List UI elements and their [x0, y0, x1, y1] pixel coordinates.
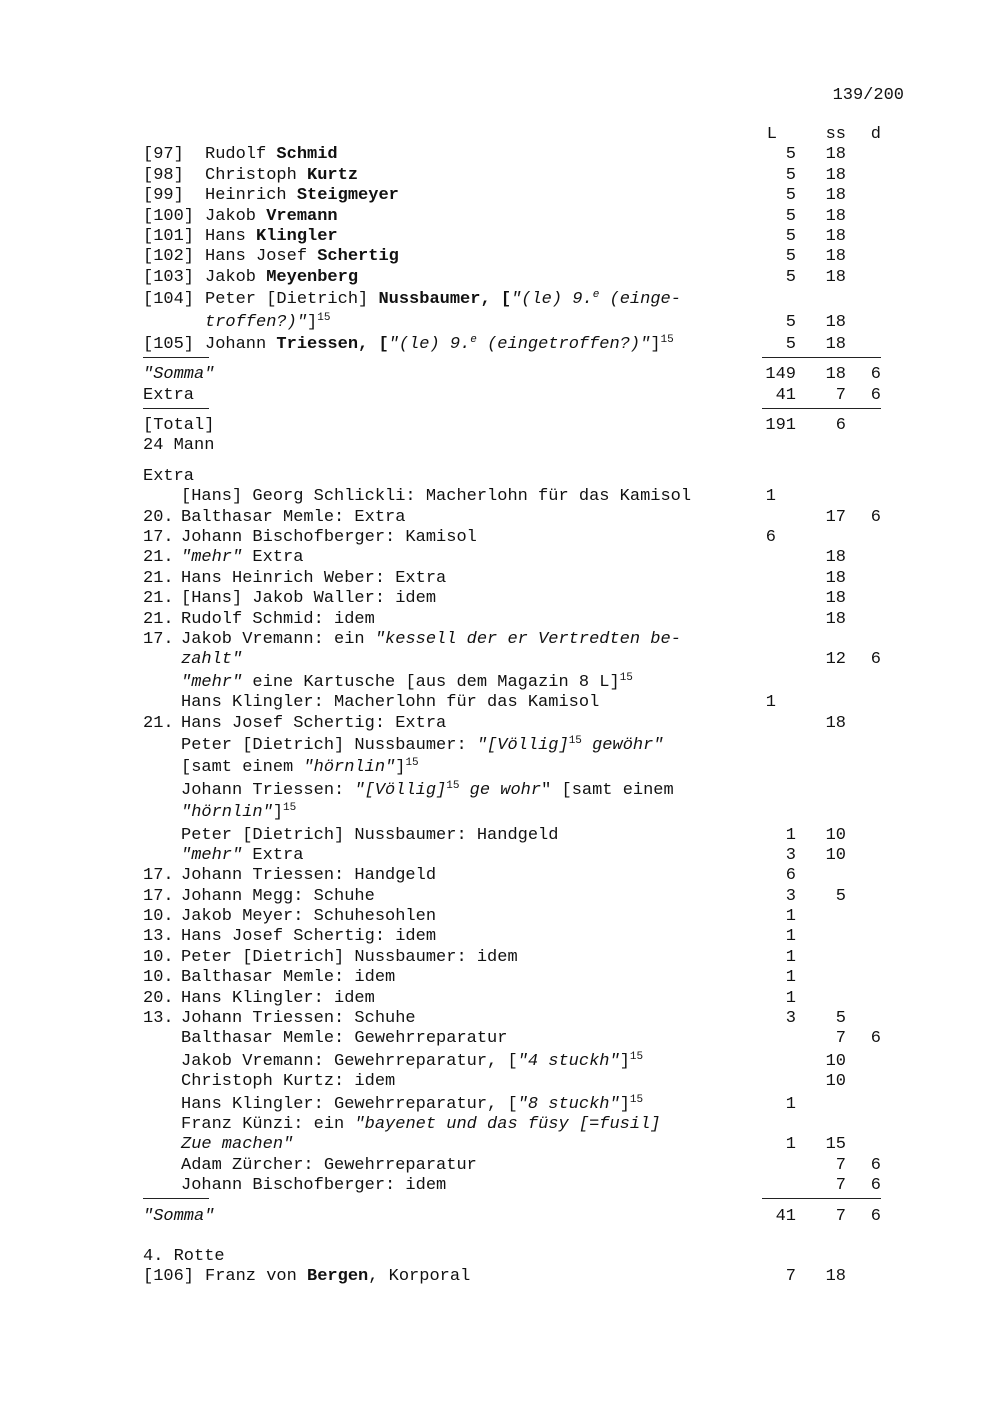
extra-item [143, 1095, 881, 1115]
somma-row-2 [143, 1207, 881, 1227]
entry-ss: 18 [825, 206, 846, 226]
item-num: 21. [143, 589, 174, 609]
item-L: 1 [765, 693, 776, 713]
item-text: Jakob Vremann: ein "kessell der er Vertredten be- [181, 629, 681, 649]
extra-item [143, 528, 881, 548]
left-rule [143, 408, 209, 409]
item-text: Balthasar Memle: Gewehrreparatur [181, 1029, 508, 1049]
item-L: 1 [785, 907, 796, 927]
extra-item [143, 781, 881, 801]
item-L: 6 [765, 528, 776, 548]
entry-ss: 18 [825, 165, 846, 185]
entry-ss: 18 [825, 312, 846, 332]
extra-item [143, 693, 881, 713]
entry-number: [97] [143, 145, 184, 165]
item-ss: 10 [825, 1051, 846, 1071]
somma-ss: 7 [835, 1206, 846, 1226]
item-L: 1 [785, 988, 796, 1008]
entry-note-cont: troffen?)"]$^{15}$ [205, 311, 331, 332]
entry-L: 5 [785, 206, 796, 226]
entry-number: [105] [143, 334, 195, 354]
entry-L: 5 [785, 267, 796, 287]
item-text-cont: "hörnlin"]$^{15}$ [181, 802, 297, 823]
entry-L: 5 [785, 165, 796, 185]
item-ss: 7 [835, 1176, 846, 1196]
entry-name: Rudolf Schmid [205, 145, 338, 165]
item-num: 21. [143, 568, 174, 588]
item-d: 6 [870, 1029, 881, 1049]
item-text: Johann Bischofberger: idem [181, 1176, 447, 1196]
extra-item [143, 1072, 881, 1092]
extra-sum-ss: 7 [835, 385, 846, 405]
entry-ss: 18 [825, 267, 846, 287]
entry-name: Hans Klingler [205, 226, 338, 246]
somma-label: "Somma" [143, 1206, 215, 1226]
item-ss: 18 [825, 609, 846, 629]
item-text: Rudolf Schmid: idem [181, 609, 375, 629]
entry-number: [103] [143, 267, 195, 287]
rotte-heading: 4. Rotte [143, 1246, 225, 1266]
extra-item [143, 907, 881, 927]
entry-ss: 18 [825, 247, 846, 267]
extra-item-cont [143, 650, 881, 670]
entry-number: [102] [143, 247, 195, 267]
item-num: 17. [143, 886, 174, 906]
extra-sum-L: 41 [775, 385, 796, 405]
entry-number: [106] [143, 1267, 195, 1287]
sum-rule [762, 1198, 881, 1199]
extra-item [143, 826, 881, 846]
item-num: 17. [143, 528, 174, 548]
entry-L: 5 [785, 312, 796, 332]
extra-item [143, 1115, 881, 1135]
entry-row [143, 145, 881, 165]
sum-rule [762, 408, 881, 409]
item-d: 6 [870, 1176, 881, 1196]
entry-number: [98] [143, 165, 184, 185]
entry-name: Christoph Kurtz [205, 165, 359, 185]
extra-item [143, 630, 881, 650]
item-text-cont: [samt einem "hörnlin"]$^{15}$ [181, 757, 419, 778]
item-text: Johann Megg: Schuhe [181, 886, 375, 906]
extra-item [143, 673, 881, 693]
entry-L: 7 [785, 1267, 796, 1287]
extra-item [143, 846, 881, 866]
item-d: 6 [870, 650, 881, 670]
extra-item-cont [143, 803, 881, 823]
mann-row [143, 436, 881, 456]
entry-ss: 18 [825, 334, 846, 354]
entry-row [143, 166, 881, 186]
extra-item-cont [143, 1135, 881, 1155]
item-num: 13. [143, 1009, 174, 1029]
item-text: Johann Triessen: Schuhe [181, 1009, 416, 1029]
header-d: d [870, 125, 881, 144]
entry-row [143, 247, 881, 267]
extra-heading: Extra [143, 466, 195, 486]
header-ss: ss [825, 125, 846, 144]
item-text: Hans Heinrich Weber: Extra [181, 568, 447, 588]
extra-item [143, 569, 881, 589]
entry-name: Franz von Bergen, Korporal [205, 1267, 471, 1287]
item-L: 1 [765, 487, 776, 507]
entry-number: [99] [143, 186, 184, 206]
item-text: Jakob Meyer: Schuhesohlen [181, 907, 437, 927]
item-ss: 18 [825, 548, 846, 568]
entry-ss: 18 [825, 145, 846, 165]
item-L: 1 [785, 927, 796, 947]
somma-L: 41 [775, 1206, 796, 1226]
item-text: [Hans] Georg Schlickli: Macherlohn für das Kamisol [181, 487, 692, 507]
item-num: 21. [143, 548, 174, 568]
item-L: 3 [785, 1009, 796, 1029]
extra-item [143, 989, 881, 1009]
item-ss: 15 [825, 1135, 846, 1155]
item-num: 21. [143, 713, 174, 733]
item-L: 1 [785, 1135, 796, 1155]
column-header-row [143, 125, 881, 145]
extra-item-cont [143, 758, 881, 778]
extra-item [143, 487, 881, 507]
total-L: 191 [765, 416, 796, 436]
spacer [143, 1227, 881, 1247]
entry-row-104 [143, 290, 881, 310]
entry-L: 5 [785, 186, 796, 206]
entry-number: [101] [143, 226, 195, 246]
item-text: "mehr" eine Kartusche [aus dem Magazin 8 L]$^{15}$ [181, 671, 633, 692]
entry-row [143, 268, 881, 288]
entry-L: 5 [785, 334, 796, 354]
item-L: 1 [785, 968, 796, 988]
item-ss: 10 [825, 825, 846, 845]
item-text: Peter [Dietrich] Nussbaumer: "[Völlig]$^{15}$ gewöhr" [181, 734, 664, 755]
item-text-cont: Zue machen" [181, 1135, 294, 1155]
total-ss: 6 [835, 416, 846, 436]
extra-sum-row [143, 386, 881, 406]
extra-sum-d: 6 [870, 385, 881, 405]
ledger-table [143, 125, 881, 1288]
item-ss: 7 [835, 1155, 846, 1175]
entry-number: [100] [143, 206, 195, 226]
item-text: Johann Triessen: "[Völlig]$^{15}$ ge wohr" [samt einem [181, 779, 674, 800]
item-num: 10. [143, 947, 174, 967]
entry-row [143, 227, 881, 247]
entry-row [143, 186, 881, 206]
item-ss: 5 [835, 1009, 846, 1029]
extra-item [143, 508, 881, 528]
item-text: "mehr" Extra [181, 548, 304, 568]
item-ss: 7 [835, 1029, 846, 1049]
entry-L: 5 [785, 226, 796, 246]
entry-L: 5 [785, 145, 796, 165]
extra-item [143, 968, 881, 988]
somma-d: 6 [870, 365, 881, 385]
item-text: [Hans] Jakob Waller: idem [181, 589, 437, 609]
page-number: 139/200 [832, 86, 904, 105]
entry-name: Hans Josef Schertig [205, 247, 399, 267]
extra-item [143, 887, 881, 907]
item-text: Johann Bischofberger: Kamisol [181, 528, 477, 548]
total-row [143, 416, 881, 436]
item-d: 6 [870, 1155, 881, 1175]
item-ss: 17 [825, 507, 846, 527]
somma-L: 149 [765, 365, 796, 385]
item-L: 1 [785, 825, 796, 845]
spacer [143, 457, 881, 467]
item-text: Christoph Kurtz: idem [181, 1072, 396, 1092]
extra-item [143, 714, 881, 734]
item-num: 17. [143, 629, 174, 649]
extra-heading-row [143, 467, 881, 487]
item-ss: 18 [825, 568, 846, 588]
extra-item [143, 1176, 881, 1196]
item-num: 20. [143, 988, 174, 1008]
item-text: Hans Josef Schertig: idem [181, 927, 437, 947]
entry-name: Peter [Dietrich] Nussbaumer, ["(le) 9.$^e$ (einge- [205, 289, 681, 310]
entry-name: Jakob Meyenberg [205, 267, 359, 287]
item-ss: 18 [825, 713, 846, 733]
extra-item [143, 866, 881, 886]
extra-item [143, 927, 881, 947]
item-ss: 5 [835, 886, 846, 906]
item-d: 6 [870, 507, 881, 527]
entry-row [143, 207, 881, 227]
footnote-marker: 15 [660, 333, 674, 346]
extra-item [143, 589, 881, 609]
item-ss: 10 [825, 1072, 846, 1092]
entry-ss: 18 [825, 226, 846, 246]
somma-d: 6 [870, 1206, 881, 1226]
entry-number: [104] [143, 290, 195, 310]
item-num: 13. [143, 927, 174, 947]
extra-item [143, 610, 881, 630]
extra-sum-label: Extra [143, 385, 195, 405]
item-text: Peter [Dietrich] Nussbaumer: Handgeld [181, 825, 559, 845]
item-text: Hans Klingler: Macherlohn für das Kamisol [181, 693, 600, 713]
somma-label: "Somma" [143, 365, 215, 385]
header-L: L [766, 125, 777, 144]
item-ss: 12 [825, 650, 846, 670]
item-text: Peter [Dietrich] Nussbaumer: idem [181, 947, 518, 967]
item-text: Adam Zürcher: Gewehrreparatur [181, 1155, 477, 1175]
item-text: Jakob Vremann: Gewehrreparatur, ["4 stuckh"]$^{15}$ [181, 1050, 644, 1071]
item-num: 10. [143, 968, 174, 988]
item-text: Balthasar Memle: idem [181, 968, 396, 988]
item-ss: 10 [825, 845, 846, 865]
extra-item [143, 736, 881, 756]
mann-count: 24 Mann [143, 436, 215, 456]
somma-ss: 18 [825, 365, 846, 385]
entry-ss: 18 [825, 186, 846, 206]
item-ss: 18 [825, 589, 846, 609]
entry-row-105 [143, 335, 881, 355]
footnote-marker: 15 [317, 311, 331, 324]
item-text: Hans Josef Schertig: Extra [181, 713, 447, 733]
extra-item [143, 948, 881, 968]
entry-row-104-cont [143, 313, 881, 333]
extra-item [143, 1156, 881, 1176]
entry-L: 5 [785, 247, 796, 267]
total-label: [Total] [143, 416, 215, 436]
item-text: Franz Künzi: ein "bayenet und das füsy [=fusil] [181, 1114, 661, 1134]
rotte-heading-row [143, 1247, 881, 1267]
sum-rule [762, 357, 881, 358]
entry-name: Jakob Vremann [205, 206, 338, 226]
entry-name: Heinrich Steigmeyer [205, 186, 399, 206]
somma-row [143, 365, 881, 385]
extra-item [143, 1009, 881, 1029]
item-num: 21. [143, 609, 174, 629]
item-text: "mehr" Extra [181, 845, 304, 865]
item-L: 3 [785, 886, 796, 906]
item-num: 17. [143, 866, 174, 886]
item-L: 1 [785, 1094, 796, 1114]
extra-item [143, 1052, 881, 1072]
entry-row-106 [143, 1267, 881, 1287]
item-L: 3 [785, 845, 796, 865]
item-text: Hans Klingler: idem [181, 988, 375, 1008]
item-num: 10. [143, 907, 174, 927]
left-rule [143, 1198, 209, 1199]
footnote-marker: 15 [619, 671, 633, 684]
item-text: Johann Triessen: Handgeld [181, 866, 437, 886]
entry-name: Johann Triessen, ["(le) 9.$^e$ (eingetroffen?)"]$^{15}$ [205, 333, 674, 354]
item-L: 1 [785, 947, 796, 967]
entry-ss: 18 [825, 1267, 846, 1287]
item-text: Hans Klingler: Gewehrreparatur, ["8 stuckh"]$^{15}$ [181, 1093, 644, 1114]
extra-item [143, 548, 881, 568]
item-text: Balthasar Memle: Extra [181, 507, 406, 527]
item-num: 20. [143, 507, 174, 527]
left-rule [143, 357, 209, 358]
item-L: 6 [785, 866, 796, 886]
item-text-cont: zahlt" [181, 650, 243, 670]
extra-item [143, 1029, 881, 1049]
